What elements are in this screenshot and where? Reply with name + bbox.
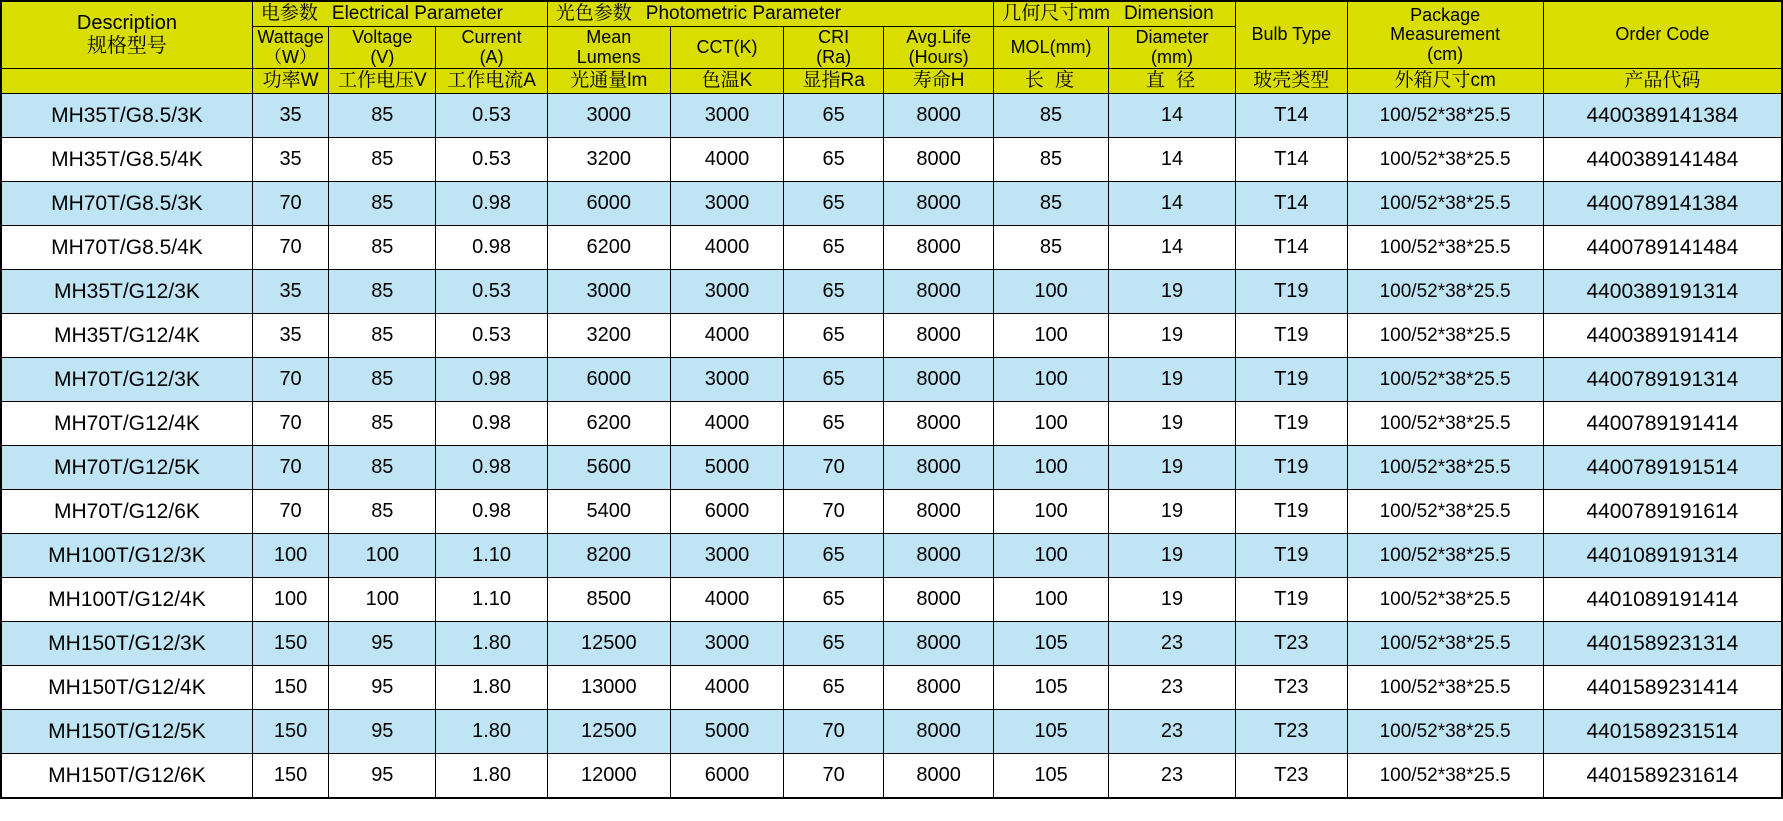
header-cn-mean-lumens: 光通量lm <box>547 69 670 94</box>
cell-wattage: 100 <box>252 534 328 578</box>
cell-voltage: 85 <box>329 402 436 446</box>
cell-voltage: 95 <box>329 710 436 754</box>
cell-diameter: 23 <box>1108 754 1235 799</box>
cell-avg-life: 8000 <box>883 226 993 270</box>
cell-mean-lumens: 3000 <box>547 94 670 138</box>
cell-cri: 65 <box>784 314 884 358</box>
cell-description: MH150T/G12/5K <box>1 710 252 754</box>
cell-cri: 65 <box>784 578 884 622</box>
header-current-line1: Current <box>461 26 522 47</box>
header-mol <box>994 26 1109 69</box>
cell-current: 1.10 <box>436 534 547 578</box>
cell-mol: 85 <box>994 94 1109 138</box>
header-avg-life-line2: (Hours) <box>908 46 969 67</box>
cell-avg-life: 8000 <box>883 270 993 314</box>
cell-diameter: 23 <box>1108 666 1235 710</box>
cell-diameter: 19 <box>1108 534 1235 578</box>
table-row <box>1 666 1782 710</box>
table-header <box>1 1 1782 94</box>
cell-cri: 65 <box>784 666 884 710</box>
cell-bulb-type: T23 <box>1236 666 1347 710</box>
cell-current: 0.53 <box>436 94 547 138</box>
header-package-line3: (cm) <box>1427 44 1464 65</box>
cell-diameter: 19 <box>1108 578 1235 622</box>
cell-mol: 100 <box>994 270 1109 314</box>
cell-order-code: 4401589231314 <box>1543 622 1782 666</box>
cell-current: 0.98 <box>436 446 547 490</box>
cell-mean-lumens: 6000 <box>547 182 670 226</box>
header-avg-life <box>883 26 993 69</box>
header-cn-description <box>1 69 252 94</box>
cell-current: 0.53 <box>436 138 547 182</box>
cell-order-code: 4400789191314 <box>1543 358 1782 402</box>
cell-voltage: 85 <box>329 490 436 534</box>
cell-package-measurement: 100/52*38*25.5 <box>1347 666 1543 710</box>
cell-package-measurement: 100/52*38*25.5 <box>1347 358 1543 402</box>
cell-bulb-type: T19 <box>1236 446 1347 490</box>
cell-diameter: 23 <box>1108 622 1235 666</box>
cell-cct: 4000 <box>670 314 783 358</box>
cell-order-code: 4400789141484 <box>1543 226 1782 270</box>
cell-diameter: 14 <box>1108 182 1235 226</box>
cell-order-code: 4400389191414 <box>1543 314 1782 358</box>
header-mol-line1: MOL(mm) <box>1010 36 1092 57</box>
cell-order-code: 4401589231614 <box>1543 754 1782 799</box>
cell-cri: 70 <box>784 490 884 534</box>
header-cn-cct: 色温K <box>670 69 783 94</box>
cell-bulb-type: T19 <box>1236 314 1347 358</box>
cell-mol: 105 <box>994 622 1109 666</box>
cell-diameter: 19 <box>1108 270 1235 314</box>
cell-wattage: 70 <box>252 182 328 226</box>
cell-wattage: 150 <box>252 622 328 666</box>
header-wattage <box>252 26 328 69</box>
table-row <box>1 226 1782 270</box>
cell-order-code: 4400789191514 <box>1543 446 1782 490</box>
header-cn-mol: 长 度 <box>994 69 1109 94</box>
header-group-electrical <box>252 1 547 26</box>
cell-mean-lumens: 12000 <box>547 754 670 799</box>
cell-mean-lumens: 3200 <box>547 314 670 358</box>
header-cn-package-measurement: 外箱尺寸cm <box>1347 69 1543 94</box>
table-row <box>1 754 1782 799</box>
cell-cct: 3000 <box>670 94 783 138</box>
header-cct <box>670 26 783 69</box>
cell-package-measurement: 100/52*38*25.5 <box>1347 622 1543 666</box>
cell-diameter: 23 <box>1108 710 1235 754</box>
header-group-photometric <box>547 1 994 26</box>
cell-cri: 65 <box>784 358 884 402</box>
header-cri <box>784 26 884 69</box>
cell-package-measurement: 100/52*38*25.5 <box>1347 314 1543 358</box>
cell-avg-life: 8000 <box>883 710 993 754</box>
cell-wattage: 70 <box>252 446 328 490</box>
cell-wattage: 150 <box>252 666 328 710</box>
cell-description: MH70T/G8.5/3K <box>1 182 252 226</box>
cell-bulb-type: T19 <box>1236 270 1347 314</box>
cell-mol: 100 <box>994 314 1109 358</box>
cell-description: MH100T/G12/3K <box>1 534 252 578</box>
cell-voltage: 85 <box>329 138 436 182</box>
table-row <box>1 94 1782 138</box>
cell-cct: 3000 <box>670 270 783 314</box>
cell-avg-life: 8000 <box>883 754 993 799</box>
cell-current: 0.53 <box>436 314 547 358</box>
cell-cct: 3000 <box>670 534 783 578</box>
header-avg-life-line1: Avg.Life <box>906 26 971 47</box>
header-cn-cri: 显指Ra <box>784 69 884 94</box>
cell-cri: 65 <box>784 226 884 270</box>
cell-mean-lumens: 6000 <box>547 358 670 402</box>
header-diameter-line1: Diameter <box>1135 26 1209 47</box>
cell-wattage: 70 <box>252 226 328 270</box>
cell-mean-lumens: 3200 <box>547 138 670 182</box>
cell-current: 0.98 <box>436 358 547 402</box>
header-cn-diameter: 直 径 <box>1108 69 1235 94</box>
cell-package-measurement: 100/52*38*25.5 <box>1347 402 1543 446</box>
cell-mean-lumens: 5400 <box>547 490 670 534</box>
header-description-cn: 规格型号 <box>86 35 167 58</box>
cell-voltage: 95 <box>329 754 436 799</box>
header-current <box>436 26 547 69</box>
cell-cri: 65 <box>784 622 884 666</box>
cell-description: MH70T/G12/6K <box>1 490 252 534</box>
cell-voltage: 85 <box>329 226 436 270</box>
cell-cri: 65 <box>784 270 884 314</box>
cell-wattage: 150 <box>252 754 328 799</box>
cell-mean-lumens: 6200 <box>547 226 670 270</box>
cell-description: MH35T/G12/4K <box>1 314 252 358</box>
cell-cri: 65 <box>784 94 884 138</box>
cell-avg-life: 8000 <box>883 446 993 490</box>
header-wattage-line2: （W） <box>264 46 318 67</box>
header-cri-line2: (Ra) <box>816 46 852 67</box>
cell-order-code: 4400389191314 <box>1543 270 1782 314</box>
cell-voltage: 85 <box>329 446 436 490</box>
cell-wattage: 150 <box>252 710 328 754</box>
cell-current: 1.10 <box>436 578 547 622</box>
cell-description: MH35T/G12/3K <box>1 270 252 314</box>
cell-cri: 65 <box>784 402 884 446</box>
cell-mol: 85 <box>994 182 1109 226</box>
cell-current: 0.98 <box>436 402 547 446</box>
cell-avg-life: 8000 <box>883 314 993 358</box>
cell-current: 1.80 <box>436 622 547 666</box>
cell-cct: 4000 <box>670 402 783 446</box>
header-chinese-row <box>1 69 1782 94</box>
header-group-electrical-en: Electrical Parameter <box>331 3 503 24</box>
cell-cct: 4000 <box>670 138 783 182</box>
cell-package-measurement: 100/52*38*25.5 <box>1347 182 1543 226</box>
cell-bulb-type: T19 <box>1236 402 1347 446</box>
cell-avg-life: 8000 <box>883 578 993 622</box>
cell-description: MH35T/G8.5/3K <box>1 94 252 138</box>
cell-cri: 65 <box>784 138 884 182</box>
cell-cct: 3000 <box>670 358 783 402</box>
cell-description: MH150T/G12/4K <box>1 666 252 710</box>
table-row <box>1 446 1782 490</box>
cell-wattage: 70 <box>252 402 328 446</box>
cell-avg-life: 8000 <box>883 182 993 226</box>
header-current-line2: (A) <box>479 46 504 67</box>
cell-cct: 5000 <box>670 446 783 490</box>
cell-bulb-type: T23 <box>1236 754 1347 799</box>
header-group-dimension <box>994 1 1236 26</box>
cell-description: MH70T/G8.5/4K <box>1 226 252 270</box>
cell-description: MH70T/G12/3K <box>1 358 252 402</box>
cell-bulb-type: T14 <box>1236 94 1347 138</box>
table-row <box>1 314 1782 358</box>
cell-bulb-type: T14 <box>1236 138 1347 182</box>
table-row <box>1 182 1782 226</box>
cell-voltage: 100 <box>329 578 436 622</box>
cell-mean-lumens: 3000 <box>547 270 670 314</box>
table-row <box>1 402 1782 446</box>
cell-mean-lumens: 12500 <box>547 622 670 666</box>
header-group-row <box>1 1 1782 26</box>
cell-avg-life: 8000 <box>883 534 993 578</box>
header-mean-lumens-line2: Lumens <box>576 46 641 67</box>
table-body <box>1 94 1782 799</box>
table-row <box>1 578 1782 622</box>
header-cn-bulb-type: 玻壳类型 <box>1236 69 1347 94</box>
cell-mean-lumens: 8200 <box>547 534 670 578</box>
cell-package-measurement: 100/52*38*25.5 <box>1347 490 1543 534</box>
cell-package-measurement: 100/52*38*25.5 <box>1347 270 1543 314</box>
header-diameter <box>1108 26 1235 69</box>
cell-cct: 4000 <box>670 226 783 270</box>
cell-cct: 4000 <box>670 578 783 622</box>
cell-diameter: 14 <box>1108 94 1235 138</box>
header-group-dimension-cn: 几何尺寸mm <box>1002 3 1110 24</box>
table-row <box>1 358 1782 402</box>
cell-voltage: 85 <box>329 314 436 358</box>
cell-wattage: 35 <box>252 314 328 358</box>
cell-mean-lumens: 5600 <box>547 446 670 490</box>
header-voltage-line1: Voltage <box>352 26 413 47</box>
header-bulb-type <box>1236 1 1347 69</box>
cell-voltage: 95 <box>329 666 436 710</box>
cell-diameter: 14 <box>1108 138 1235 182</box>
cell-package-measurement: 100/52*38*25.5 <box>1347 94 1543 138</box>
cell-cct: 3000 <box>670 622 783 666</box>
cell-cri: 70 <box>784 710 884 754</box>
cell-current: 1.80 <box>436 754 547 799</box>
header-voltage <box>329 26 436 69</box>
cell-current: 0.53 <box>436 270 547 314</box>
table-row <box>1 534 1782 578</box>
cell-diameter: 19 <box>1108 446 1235 490</box>
cell-package-measurement: 100/52*38*25.5 <box>1347 138 1543 182</box>
cell-avg-life: 8000 <box>883 666 993 710</box>
header-group-electrical-cn: 电参数 <box>260 3 318 24</box>
header-package-line2: Measurement <box>1390 24 1501 45</box>
header-group-dimension-en: Dimension <box>1123 3 1214 24</box>
header-cn-wattage: 功率W <box>252 69 328 94</box>
cell-description: MH70T/G12/4K <box>1 402 252 446</box>
cell-current: 0.98 <box>436 182 547 226</box>
cell-mean-lumens: 8500 <box>547 578 670 622</box>
cell-description: MH150T/G12/3K <box>1 622 252 666</box>
cell-voltage: 85 <box>329 94 436 138</box>
cell-package-measurement: 100/52*38*25.5 <box>1347 534 1543 578</box>
cell-mol: 100 <box>994 490 1109 534</box>
header-group-photometric-en: Photometric Parameter <box>645 3 842 24</box>
cell-avg-life: 8000 <box>883 402 993 446</box>
cell-description: MH150T/G12/6K <box>1 754 252 799</box>
header-cct-line1: CCT(K) <box>696 36 758 57</box>
header-cn-order-code: 产品代码 <box>1543 69 1782 94</box>
header-voltage-line2: (V) <box>370 46 395 67</box>
cell-current: 0.98 <box>436 226 547 270</box>
cell-order-code: 4400789191414 <box>1543 402 1782 446</box>
cell-mol: 100 <box>994 358 1109 402</box>
cell-bulb-type: T19 <box>1236 358 1347 402</box>
cell-mean-lumens: 12500 <box>547 710 670 754</box>
header-cn-avg-life: 寿命H <box>883 69 993 94</box>
cell-current: 1.80 <box>436 710 547 754</box>
cell-voltage: 85 <box>329 270 436 314</box>
cell-cri: 70 <box>784 446 884 490</box>
cell-order-code: 4401589231514 <box>1543 710 1782 754</box>
cell-description: MH100T/G12/4K <box>1 578 252 622</box>
cell-package-measurement: 100/52*38*25.5 <box>1347 226 1543 270</box>
header-cn-voltage: 工作电压V <box>329 69 436 94</box>
cell-order-code: 4401089191314 <box>1543 534 1782 578</box>
cell-package-measurement: 100/52*38*25.5 <box>1347 578 1543 622</box>
cell-wattage: 70 <box>252 358 328 402</box>
cell-mol: 85 <box>994 138 1109 182</box>
cell-cri: 65 <box>784 182 884 226</box>
header-order-code-en: Order Code <box>1615 24 1710 45</box>
header-description-en: Description <box>76 12 177 35</box>
cell-wattage: 35 <box>252 270 328 314</box>
cell-voltage: 85 <box>329 182 436 226</box>
cell-cct: 4000 <box>670 666 783 710</box>
cell-voltage: 100 <box>329 534 436 578</box>
table-row <box>1 710 1782 754</box>
cell-mol: 100 <box>994 534 1109 578</box>
cell-mol: 100 <box>994 402 1109 446</box>
cell-avg-life: 8000 <box>883 490 993 534</box>
cell-mol: 100 <box>994 578 1109 622</box>
header-order-code <box>1543 1 1782 69</box>
cell-bulb-type: T19 <box>1236 534 1347 578</box>
header-package-measurement <box>1347 1 1543 69</box>
cell-bulb-type: T23 <box>1236 710 1347 754</box>
cell-order-code: 4401089191414 <box>1543 578 1782 622</box>
cell-bulb-type: T23 <box>1236 622 1347 666</box>
cell-avg-life: 8000 <box>883 358 993 402</box>
cell-bulb-type: T19 <box>1236 490 1347 534</box>
cell-cct: 6000 <box>670 754 783 799</box>
cell-avg-life: 8000 <box>883 138 993 182</box>
header-cri-line1: CRI <box>818 26 850 47</box>
cell-bulb-type: T14 <box>1236 226 1347 270</box>
cell-voltage: 85 <box>329 358 436 402</box>
cell-mean-lumens: 6200 <box>547 402 670 446</box>
cell-diameter: 19 <box>1108 358 1235 402</box>
cell-mol: 85 <box>994 226 1109 270</box>
header-package-line1: Package <box>1410 4 1481 25</box>
cell-order-code: 4400389141484 <box>1543 138 1782 182</box>
cell-cct: 6000 <box>670 490 783 534</box>
header-mean-lumens-line1: Mean <box>586 26 632 47</box>
cell-wattage: 35 <box>252 94 328 138</box>
cell-voltage: 95 <box>329 622 436 666</box>
cell-cri: 70 <box>784 754 884 799</box>
header-diameter-line2: (mm) <box>1150 46 1193 67</box>
cell-avg-life: 8000 <box>883 94 993 138</box>
cell-avg-life: 8000 <box>883 622 993 666</box>
header-mean-lumens <box>547 26 670 69</box>
header-cn-current: 工作电流A <box>436 69 547 94</box>
cell-mol: 105 <box>994 666 1109 710</box>
cell-cct: 3000 <box>670 182 783 226</box>
cell-diameter: 14 <box>1108 226 1235 270</box>
table-row <box>1 490 1782 534</box>
cell-diameter: 19 <box>1108 402 1235 446</box>
cell-mean-lumens: 13000 <box>547 666 670 710</box>
cell-mol: 100 <box>994 446 1109 490</box>
cell-diameter: 19 <box>1108 490 1235 534</box>
table-row <box>1 622 1782 666</box>
cell-description: MH35T/G8.5/4K <box>1 138 252 182</box>
cell-order-code: 4400789191614 <box>1543 490 1782 534</box>
cell-package-measurement: 100/52*38*25.5 <box>1347 710 1543 754</box>
cell-bulb-type: T14 <box>1236 182 1347 226</box>
table-row <box>1 270 1782 314</box>
cell-current: 1.80 <box>436 666 547 710</box>
cell-order-code: 4400789141384 <box>1543 182 1782 226</box>
cell-order-code: 4400389141384 <box>1543 94 1782 138</box>
header-wattage-line1: Wattage <box>257 26 324 47</box>
cell-cct: 5000 <box>670 710 783 754</box>
cell-wattage: 70 <box>252 490 328 534</box>
cell-package-measurement: 100/52*38*25.5 <box>1347 446 1543 490</box>
cell-wattage: 35 <box>252 138 328 182</box>
header-group-photometric-cn: 光色参数 <box>555 3 632 24</box>
header-bulb-type-en: Bulb Type <box>1251 24 1332 45</box>
cell-bulb-type: T19 <box>1236 578 1347 622</box>
table-row <box>1 138 1782 182</box>
cell-wattage: 100 <box>252 578 328 622</box>
cell-description: MH70T/G12/5K <box>1 446 252 490</box>
cell-mol: 105 <box>994 710 1109 754</box>
cell-order-code: 4401589231414 <box>1543 666 1782 710</box>
cell-diameter: 19 <box>1108 314 1235 358</box>
cell-mol: 105 <box>994 754 1109 799</box>
cell-current: 0.98 <box>436 490 547 534</box>
header-description <box>1 1 252 69</box>
cell-cri: 65 <box>784 534 884 578</box>
cell-package-measurement: 100/52*38*25.5 <box>1347 754 1543 799</box>
